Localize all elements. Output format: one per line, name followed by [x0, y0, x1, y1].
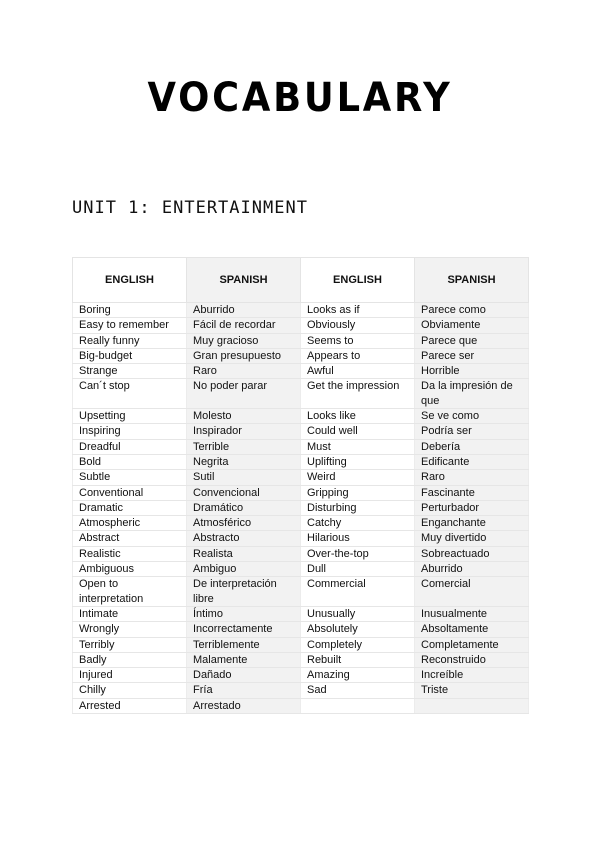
spanish-term-1: Fácil de recordar [187, 318, 301, 333]
table-row [73, 485, 529, 500]
table-row [73, 379, 529, 409]
spanish-term-2: Parece como [415, 303, 529, 318]
spanish-term-2: Reconstruido [415, 652, 529, 667]
spanish-term-2: Parece ser [415, 348, 529, 363]
english-term-1: Easy to remember [73, 318, 187, 333]
spanish-term-2: Perturbador [415, 500, 529, 515]
english-term-2: Disturbing [301, 500, 415, 515]
spanish-term-2: Absoltamente [415, 622, 529, 637]
english-term-1: Wrongly [73, 622, 187, 637]
spanish-term-1: Arrestado [187, 698, 301, 713]
english-term-1: Terribly [73, 637, 187, 652]
english-term-1: Boring [73, 303, 187, 318]
spanish-term-2: Da la impresión de que [415, 379, 529, 409]
spanish-term-1: Incorrectamente [187, 622, 301, 637]
spanish-term-1: Atmosférico [187, 516, 301, 531]
spanish-term-1: Realista [187, 546, 301, 561]
table-row [73, 577, 529, 607]
spanish-term-2: Inusualmente [415, 606, 529, 621]
spanish-term-1: Dramático [187, 500, 301, 515]
spanish-term-1: Gran presupuesto [187, 348, 301, 363]
table-row [73, 364, 529, 379]
spanish-term-1: No poder parar [187, 379, 301, 409]
english-term-1: Open to interpretation [73, 577, 187, 607]
english-term-2: Appears to [301, 348, 415, 363]
spanish-term-2: Se ve como [415, 409, 529, 424]
spanish-term-1: Negrita [187, 454, 301, 469]
english-term-1: Upsetting [73, 409, 187, 424]
spanish-term-2: Raro [415, 470, 529, 485]
table-row [73, 531, 529, 546]
spanish-term-1: Ambiguo [187, 562, 301, 577]
spanish-term-1: Sutil [187, 470, 301, 485]
english-term-1: Realistic [73, 546, 187, 561]
english-term-1: Conventional [73, 485, 187, 500]
header-english-2: ENGLISH [301, 258, 415, 303]
spanish-term-1: Molesto [187, 409, 301, 424]
table-row [73, 546, 529, 561]
english-term-1: Intimate [73, 606, 187, 621]
table-row [73, 606, 529, 621]
spanish-term-1: Raro [187, 364, 301, 379]
table-row [73, 698, 529, 713]
english-term-2 [301, 698, 415, 713]
spanish-term-1: Muy gracioso [187, 333, 301, 348]
english-term-2: Looks like [301, 409, 415, 424]
english-term-2: Sad [301, 683, 415, 698]
header-english-1: ENGLISH [73, 258, 187, 303]
english-term-2: Looks as if [301, 303, 415, 318]
spanish-term-1: Dañado [187, 668, 301, 683]
spanish-term-1: Malamente [187, 652, 301, 667]
english-term-2: Commercial [301, 577, 415, 607]
english-term-1: Abstract [73, 531, 187, 546]
english-term-1: Inspiring [73, 424, 187, 439]
english-term-2: Awful [301, 364, 415, 379]
english-term-1: Ambiguous [73, 562, 187, 577]
table-row [73, 668, 529, 683]
spanish-term-1: Aburrido [187, 303, 301, 318]
spanish-term-1: Inspirador [187, 424, 301, 439]
table-row [73, 333, 529, 348]
english-term-1: Arrested [73, 698, 187, 713]
english-term-1: Big-budget [73, 348, 187, 363]
english-term-2: Absolutely [301, 622, 415, 637]
english-term-2: Weird [301, 470, 415, 485]
table-row [73, 516, 529, 531]
table-row [73, 683, 529, 698]
english-term-1: Really funny [73, 333, 187, 348]
english-term-1: Injured [73, 668, 187, 683]
english-term-2: Uplifting [301, 454, 415, 469]
spanish-term-2: Podría ser [415, 424, 529, 439]
english-term-1: Badly [73, 652, 187, 667]
english-term-1: Dramatic [73, 500, 187, 515]
table-row [73, 303, 529, 318]
english-term-1: Can´t stop [73, 379, 187, 409]
spanish-term-1: Abstracto [187, 531, 301, 546]
english-term-2: Seems to [301, 333, 415, 348]
vocabulary-table-body [73, 303, 529, 714]
spanish-term-2: Increíble [415, 668, 529, 683]
spanish-term-2: Debería [415, 439, 529, 454]
english-term-2: Hilarious [301, 531, 415, 546]
spanish-term-1: Convencional [187, 485, 301, 500]
table-row [73, 318, 529, 333]
spanish-term-2: Muy divertido [415, 531, 529, 546]
english-term-2: Gripping [301, 485, 415, 500]
unit-heading: UNIT 1: ENTERTAINMENT [72, 198, 308, 218]
english-term-2: Get the impression [301, 379, 415, 409]
english-term-1: Subtle [73, 470, 187, 485]
table-row [73, 454, 529, 469]
table-row [73, 500, 529, 515]
spanish-term-2: Completamente [415, 637, 529, 652]
english-term-2: Unusually [301, 606, 415, 621]
spanish-term-2: Fascinante [415, 485, 529, 500]
english-term-2: Must [301, 439, 415, 454]
spanish-term-2: Edificante [415, 454, 529, 469]
table-row [73, 409, 529, 424]
spanish-term-2: Comercial [415, 577, 529, 607]
english-term-2: Catchy [301, 516, 415, 531]
english-term-1: Strange [73, 364, 187, 379]
table-row [73, 622, 529, 637]
english-term-1: Atmospheric [73, 516, 187, 531]
vocabulary-table [72, 257, 529, 714]
english-term-2: Amazing [301, 668, 415, 683]
table-row [73, 348, 529, 363]
spanish-term-1: De interpretación libre [187, 577, 301, 607]
english-term-2: Obviously [301, 318, 415, 333]
spanish-term-2 [415, 698, 529, 713]
spanish-term-2: Parece que [415, 333, 529, 348]
page-title: VOCABULARY [147, 75, 453, 121]
table-row [73, 637, 529, 652]
english-term-2: Rebuilt [301, 652, 415, 667]
english-term-2: Over-the-top [301, 546, 415, 561]
table-row [73, 652, 529, 667]
english-term-1: Bold [73, 454, 187, 469]
table-header-row [73, 258, 529, 303]
spanish-term-1: Terriblemente [187, 637, 301, 652]
header-spanish-2: SPANISH [415, 258, 529, 303]
table-row [73, 470, 529, 485]
english-term-2: Dull [301, 562, 415, 577]
english-term-2: Could well [301, 424, 415, 439]
spanish-term-2: Obviamente [415, 318, 529, 333]
table-row [73, 424, 529, 439]
spanish-term-2: Horrible [415, 364, 529, 379]
header-spanish-1: SPANISH [187, 258, 301, 303]
english-term-2: Completely [301, 637, 415, 652]
spanish-term-2: Aburrido [415, 562, 529, 577]
spanish-term-1: Íntimo [187, 606, 301, 621]
table-row [73, 562, 529, 577]
spanish-term-1: Terrible [187, 439, 301, 454]
spanish-term-2: Sobreactuado [415, 546, 529, 561]
spanish-term-1: Fría [187, 683, 301, 698]
table-row [73, 439, 529, 454]
spanish-term-2: Triste [415, 683, 529, 698]
english-term-1: Dreadful [73, 439, 187, 454]
english-term-1: Chilly [73, 683, 187, 698]
spanish-term-2: Enganchante [415, 516, 529, 531]
